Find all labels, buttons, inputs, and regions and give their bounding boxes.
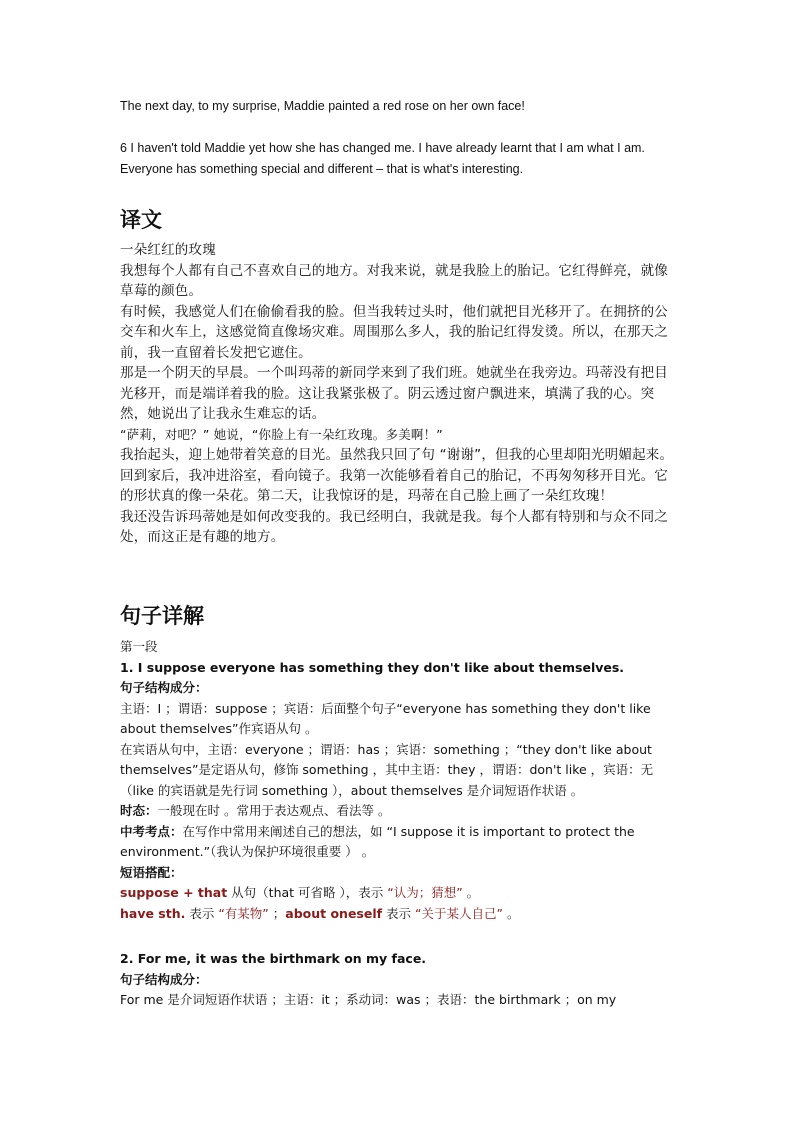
translation-paragraph: 那是一个阴天的早晨。一个叫玛蒂的新同学来到了我们班。她就坐在我旁边。玛蒂没有把目光移开，而是端详着我的脸。这让我紧张极了。阴云透过窗户飘进来，填满了我的心。突然，她说出了让我永生难忘的话。 xyxy=(120,365,668,422)
english-line: The next day, to my surprise, Maddie painted a red rose on her own face! xyxy=(120,99,525,113)
translation-paragraph: 我抬起头，迎上她带着笑意的目光。虽然我只回了句 “谢谢”，但我的心里却阳光明媚起来。回到家后，我冲进浴室，看向镜子。我第一次能够看着自己的胎记，不再匆匆移开目光。它的形状真的像一朵花。第二天，让我惊讶的是，玛蒂在自己脸上画了一朵红玫瑰！ xyxy=(120,447,674,504)
phrase-key: have sth. xyxy=(120,905,186,921)
translation-body xyxy=(120,240,680,548)
structure-text: For me 是介词短语作状语 ；主语：it ；系动词：was ；表语：the birthmark ；on my xyxy=(120,992,617,1007)
section-label: 第一段 xyxy=(120,639,158,654)
tense-text: 一般现在时 。常用于表达观点、看法等 。 xyxy=(157,803,391,818)
translation-paragraph: 有时候，我感觉人们在偷偷看我的脸。但当我转过头时，他们就把目光移开了。在拥挤的公交车和火车上，这感觉简直像场灾难。周围那么多人，我的胎记红得发烫。所以，在那天之前，我一直留着长发把它遮住。 xyxy=(120,303,668,361)
sentence-2-title: 2. For me, it was the birthmark on my face. xyxy=(120,951,427,966)
phrase-text: 表示 xyxy=(185,905,219,921)
phrase-text: 表示 xyxy=(382,905,416,921)
phrase-text: 。 xyxy=(502,905,520,921)
tense-line xyxy=(120,801,680,822)
english-paragraph-6: 6 I haven't told Maddie yet how she has changed me. I have already learnt that I am what I am. Everyone has something special and different – that is what's interesting. xyxy=(120,141,645,176)
structure-label: 句子结构成分： xyxy=(120,680,208,695)
sentence-2-block xyxy=(120,949,680,1011)
phrase-line-1 xyxy=(120,883,680,904)
tense-label: 时态： xyxy=(120,803,158,818)
phrase-key: suppose + that xyxy=(120,885,228,900)
exam-line xyxy=(120,822,680,863)
phrase-text: 从句（that 可省略 ），表示 xyxy=(227,885,388,900)
phrase-meaning: “认为；猜想” xyxy=(387,885,463,900)
sentence-1-title: 1. I suppose everyone has something they don't like about themselves. xyxy=(120,659,625,675)
phrase-text: ； xyxy=(268,905,286,921)
translation-paragraph: 我想每个人都有自己不喜欢自己的地方。对我来说，就是我脸上的胎记。它红得鲜亮，就像草莓的颜色。 xyxy=(120,262,668,299)
exam-text: 在写作中常用来阐述自己的想法，如 “I suppose it is important to protect the environment.”（我认为保护环境很重要 ） 。 xyxy=(120,823,635,859)
phrase-meaning: “关于某人自己” xyxy=(415,905,503,921)
translation-heading: 译文 xyxy=(120,208,162,232)
translation-paragraph: “萨莉，对吧？” 她说，“你脸上有一朵红玫瑰。多美啊！” xyxy=(120,426,443,442)
translation-title: 一朵红红的玫瑰 xyxy=(120,242,216,258)
analysis-body xyxy=(120,637,680,924)
phrase-meaning: “有某物” xyxy=(218,905,269,921)
structure-text: 主语：I ；谓语：suppose ；宾语：后面整个句子“everyone has something they don't like about themselves”作宾语从句 。 xyxy=(120,700,651,736)
phrase-label: 短语搭配： xyxy=(120,864,183,880)
exam-label: 中考考点： xyxy=(120,823,183,839)
phrase-text: 。 xyxy=(462,885,480,900)
structure-text: 在宾语从句中，主语：everyone ；谓语：has ；宾语：something ；“they don't like about themselves”是定语从句，修饰 something ，其中主语：they ，谓语：don't like ，宾语：无（like 的宾语就是先行词 something ），about themselves 是介词短语作状语 。 xyxy=(120,741,654,798)
analysis-heading: 句子详解 xyxy=(120,604,204,628)
phrase-key: about oneself xyxy=(285,905,383,921)
structure-label: 句子结构成分： xyxy=(120,971,208,987)
phrase-line-2 xyxy=(120,904,680,925)
translation-paragraph: 我还没告诉玛蒂她是如何改变我的。我已经明白，我就是我。每个人都有特别和与众不同之处，而这正是有趣的地方。 xyxy=(120,508,668,545)
